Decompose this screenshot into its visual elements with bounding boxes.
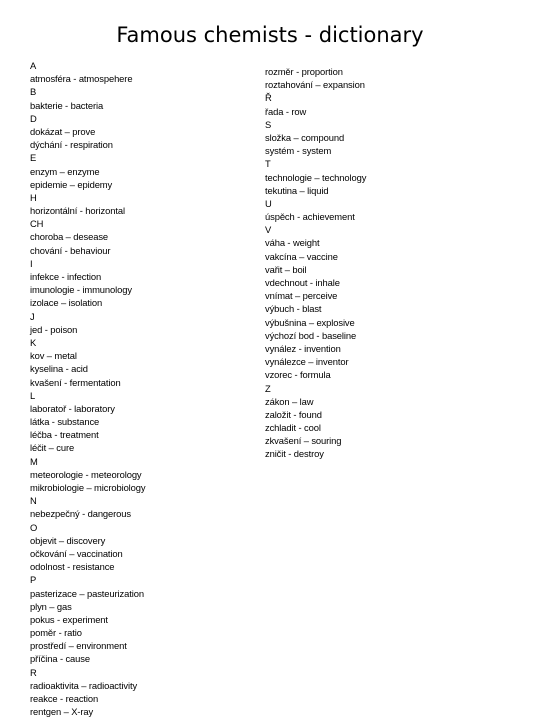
dictionary-entry: očkování – vaccination — [30, 547, 123, 559]
dictionary-entry: zchladit - cool — [265, 422, 321, 434]
dictionary-entry: chování - behaviour — [30, 244, 111, 256]
dictionary-entry: systém - system — [265, 145, 332, 157]
dictionary-entry: mikrobiologie – microbiology — [30, 482, 146, 493]
section-letter: U — [265, 197, 272, 209]
section-letter: K — [30, 336, 37, 348]
dictionary-entry: jed - poison — [30, 323, 78, 335]
dictionary-entry: poměr - ratio — [30, 627, 82, 639]
dictionary-entry: váha - weight — [265, 237, 320, 249]
dictionary-entry: vynálezce – inventor — [265, 356, 349, 368]
dictionary-entry: vzorec - formula — [265, 369, 331, 381]
dictionary-entry: imunologie - immunology — [30, 284, 132, 296]
section-letter: Z — [265, 382, 271, 394]
section-letter: Ř — [265, 92, 272, 104]
dictionary-entry: rozměr - proportion — [265, 66, 343, 77]
section-letter: S — [265, 118, 272, 130]
dictionary-entry: vynález - invention — [265, 342, 341, 354]
dictionary-entry: pasterizace – pasteurization — [30, 587, 144, 599]
dictionary-entry: kvašení - fermentation — [30, 376, 121, 388]
dictionary-entry: vakcína – vaccine — [265, 250, 338, 262]
section-letter: V — [265, 224, 272, 236]
dictionary-entry: choroba – desease — [30, 231, 109, 243]
dictionary-entry: plyn – gas — [30, 600, 72, 612]
section-letter: T — [265, 158, 271, 170]
dictionary-entry: technologie – technology — [265, 171, 367, 183]
section-letter: P — [30, 574, 37, 586]
dictionary-entry: výbušnina – explosive — [265, 316, 355, 328]
dictionary-entry: zničit - destroy — [265, 448, 324, 460]
section-letter: R — [30, 666, 37, 678]
dictionary-entry: objevit – discovery — [30, 534, 106, 546]
dictionary-entry: reakce - reaction — [30, 693, 99, 704]
dictionary-entry: zkvašení – souring — [265, 435, 342, 447]
dictionary-entry: izolace – isolation — [30, 297, 103, 309]
dictionary-column-left — [30, 59, 145, 718]
section-letter: H — [30, 191, 37, 203]
dictionary-entry: horizontální - horizontal — [30, 205, 125, 217]
dictionary-entry: léčit – cure — [30, 442, 75, 454]
dictionary-entry: vdechnout - inhale — [265, 277, 340, 288]
dictionary-entry: bakterie - bacteria — [30, 99, 104, 111]
dictionary-entry: vařit – boil — [265, 263, 307, 275]
dictionary-entry: epidemie – epidemy — [30, 178, 113, 190]
dictionary-entry: dokázat – prove — [30, 125, 96, 137]
section-letter: N — [30, 495, 37, 507]
dictionary-entry: kyselina - acid — [30, 363, 88, 375]
dictionary-entry: složka – compound — [265, 131, 345, 143]
section-letter: J — [30, 310, 35, 322]
dictionary-entry: výchozí bod - baseline — [265, 329, 357, 341]
page-title: Famous chemists - dictionary — [116, 23, 424, 47]
section-letter: A — [30, 60, 37, 71]
dictionary-entry: radioaktivita – radioactivity — [30, 679, 138, 691]
dictionary-entry: laboratoř - laboratory — [30, 402, 115, 414]
dictionary-column-right — [265, 65, 366, 461]
dictionary-entry: odolnost - resistance — [30, 561, 115, 573]
section-letter: B — [30, 86, 37, 98]
dictionary-entry: roztahování – expansion — [265, 79, 365, 91]
dictionary-entry: kov – metal — [30, 350, 77, 362]
dictionary-entry: atmosféra - atmospehere — [30, 73, 133, 85]
section-letter: M — [30, 455, 38, 467]
dictionary-entry: pokus - experiment — [30, 613, 108, 625]
dictionary-entry: založit - found — [265, 408, 322, 420]
section-letter: D — [30, 112, 37, 124]
dictionary-entry: látka - substance — [30, 416, 100, 428]
section-letter: CH — [30, 218, 44, 230]
dictionary-entry: nebezpečný - dangerous — [30, 508, 131, 520]
section-letter: I — [30, 257, 33, 269]
dictionary-entry: řada - row — [265, 105, 307, 117]
dictionary-entry: enzym – enzyme — [30, 165, 100, 177]
dictionary-entry: tekutina – liquid — [265, 184, 329, 196]
dictionary-entry: infekce - infection — [30, 271, 102, 282]
dictionary-entry: úspěch - achievement — [265, 211, 355, 223]
dictionary-entry: rentgen – X-ray — [30, 706, 94, 718]
dictionary-entry: výbuch - blast — [265, 303, 322, 315]
dictionary-entry: léčba - treatment — [30, 429, 99, 441]
section-letter: O — [30, 521, 38, 533]
section-letter: L — [30, 389, 36, 401]
dictionary-entry: zákon – law — [265, 395, 314, 407]
section-letter: E — [30, 152, 37, 164]
dictionary-entry: vnímat – perceive — [265, 290, 338, 302]
dictionary-entry: prostředí – environment — [30, 640, 127, 652]
dictionary-entry: meteorologie - meteorology — [30, 468, 142, 480]
dictionary-entry: příčina - cause — [30, 653, 90, 665]
dictionary-entry: dýchání - respiration — [30, 139, 113, 151]
